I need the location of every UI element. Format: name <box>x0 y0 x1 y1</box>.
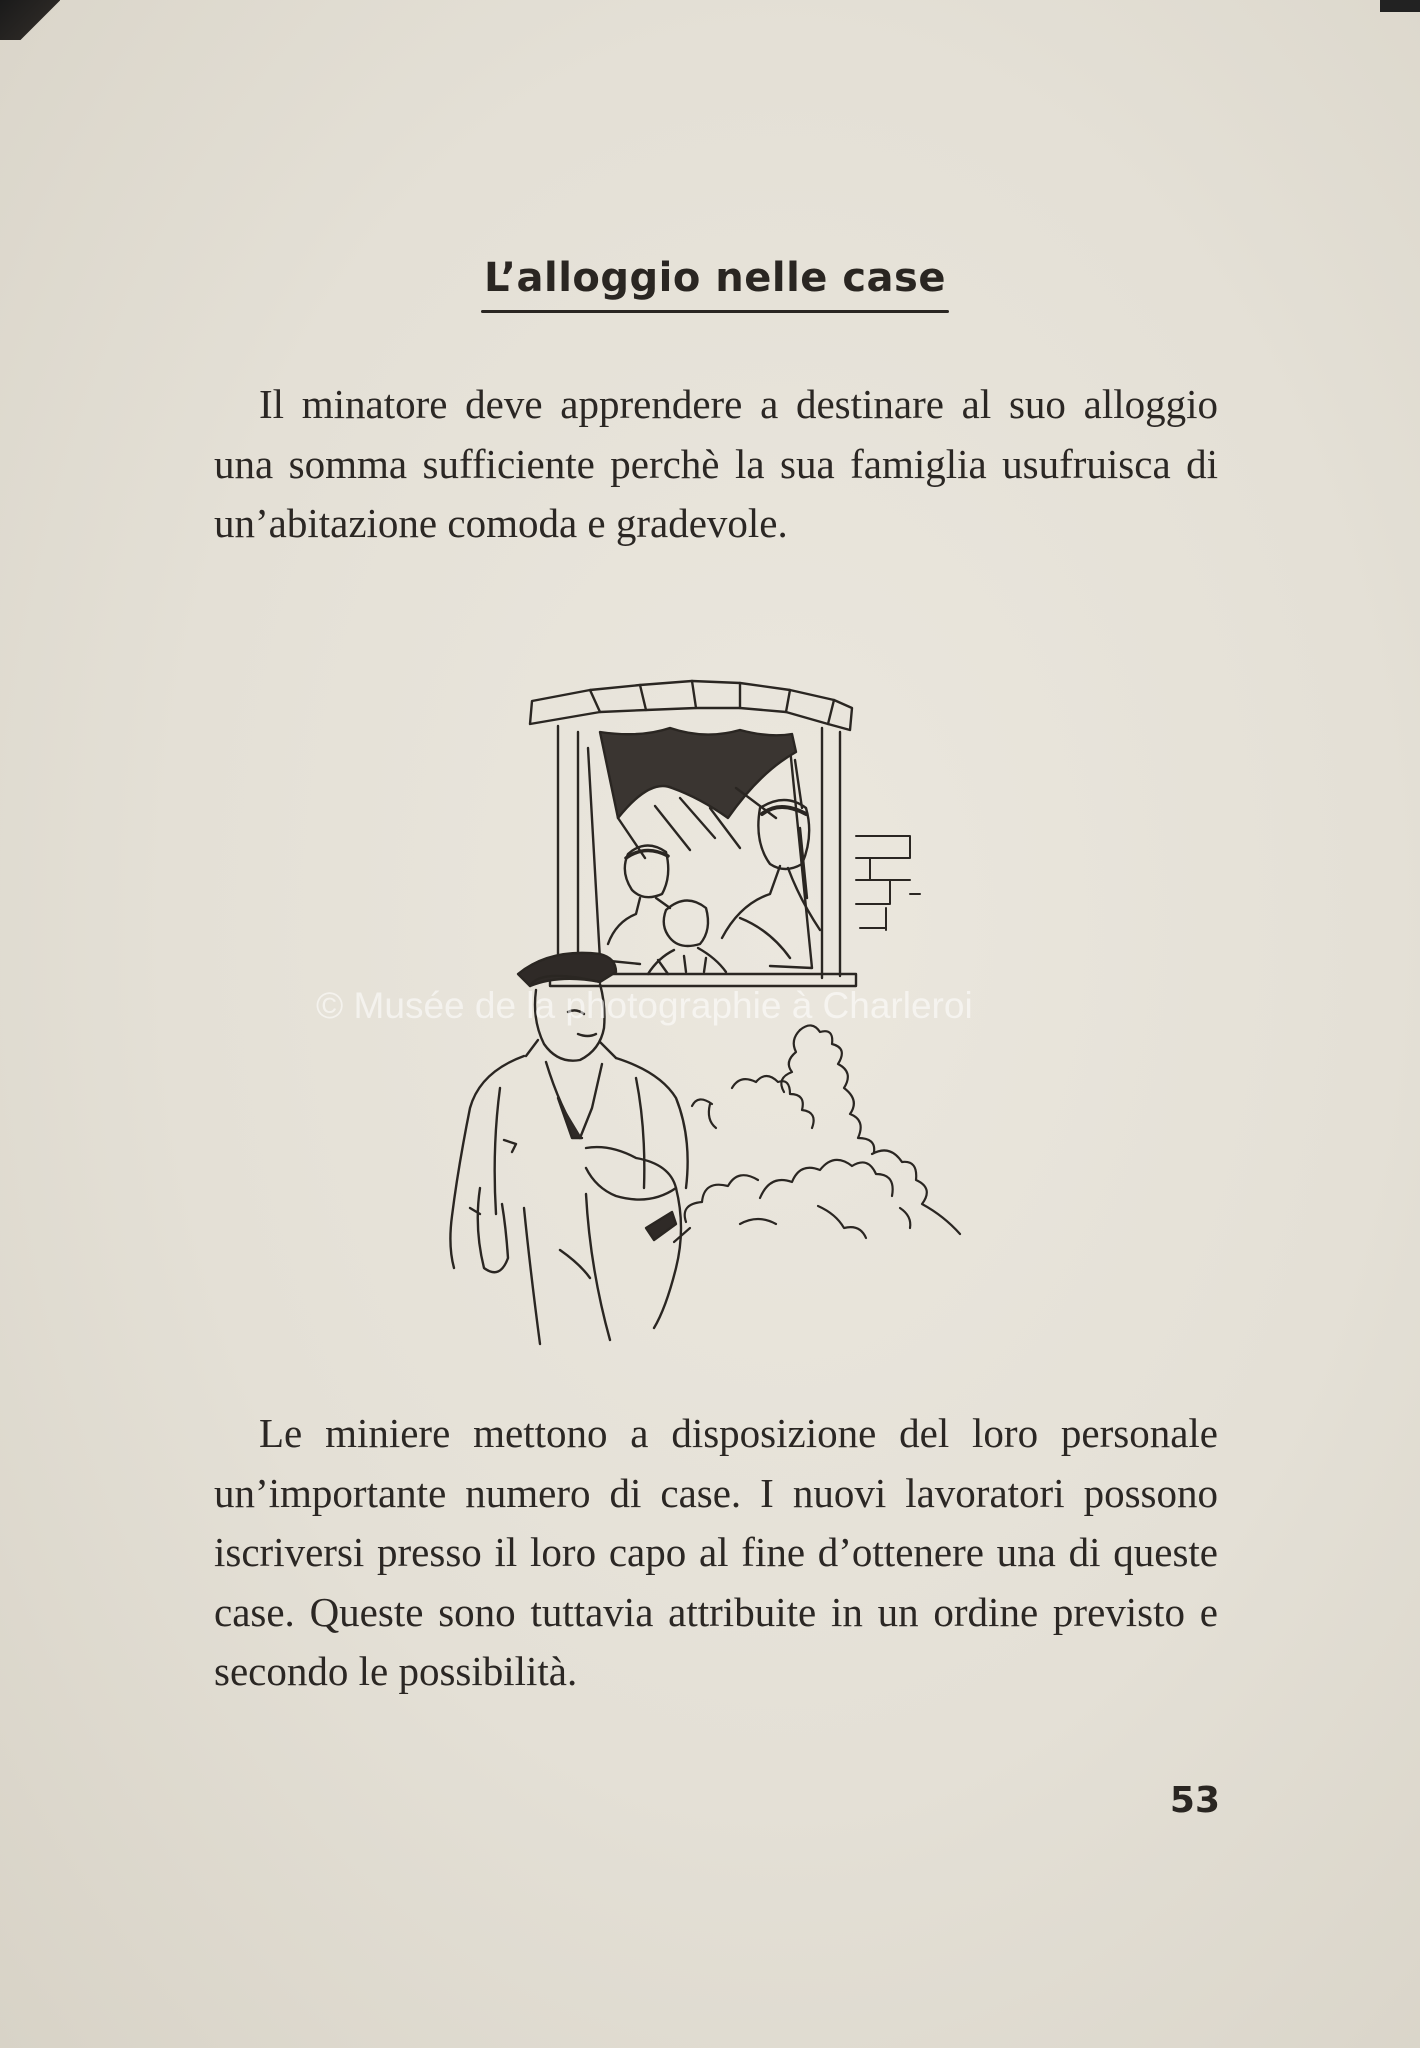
paragraph-intro: Il minatore deve apprendere a destinare al suo alloggio una somma sufficiente perchè la sua famiglia usufruisca di un’abitazione comoda e gradevole. <box>214 381 1218 546</box>
bushes <box>674 1025 960 1242</box>
heading-underline <box>481 310 949 313</box>
page-number: 53 <box>1169 1780 1220 1821</box>
window-curtain <box>600 728 796 858</box>
watermark: © Musée de la photographie à Charleroi <box>316 985 973 1026</box>
section-heading-block <box>480 252 950 313</box>
page-corner-shadow-right <box>1380 0 1420 12</box>
wall-bricks <box>856 836 920 930</box>
baby-figure <box>648 900 726 974</box>
section-heading: L’alloggio nelle case <box>484 255 946 301</box>
paragraph-housing: Le miniere mettono a disposizione del loro personale un’importante numero di case. I nuovi lavoratori possono iscriversi presso il loro capo al fine d’ottenere una di queste case. Queste sono tuttavia attribuite in un ordine previsto e secondo le possibilità. <box>214 1410 1218 1694</box>
page-corner-shadow <box>0 0 60 40</box>
boy-figure <box>608 845 670 944</box>
window-arch <box>530 681 852 730</box>
